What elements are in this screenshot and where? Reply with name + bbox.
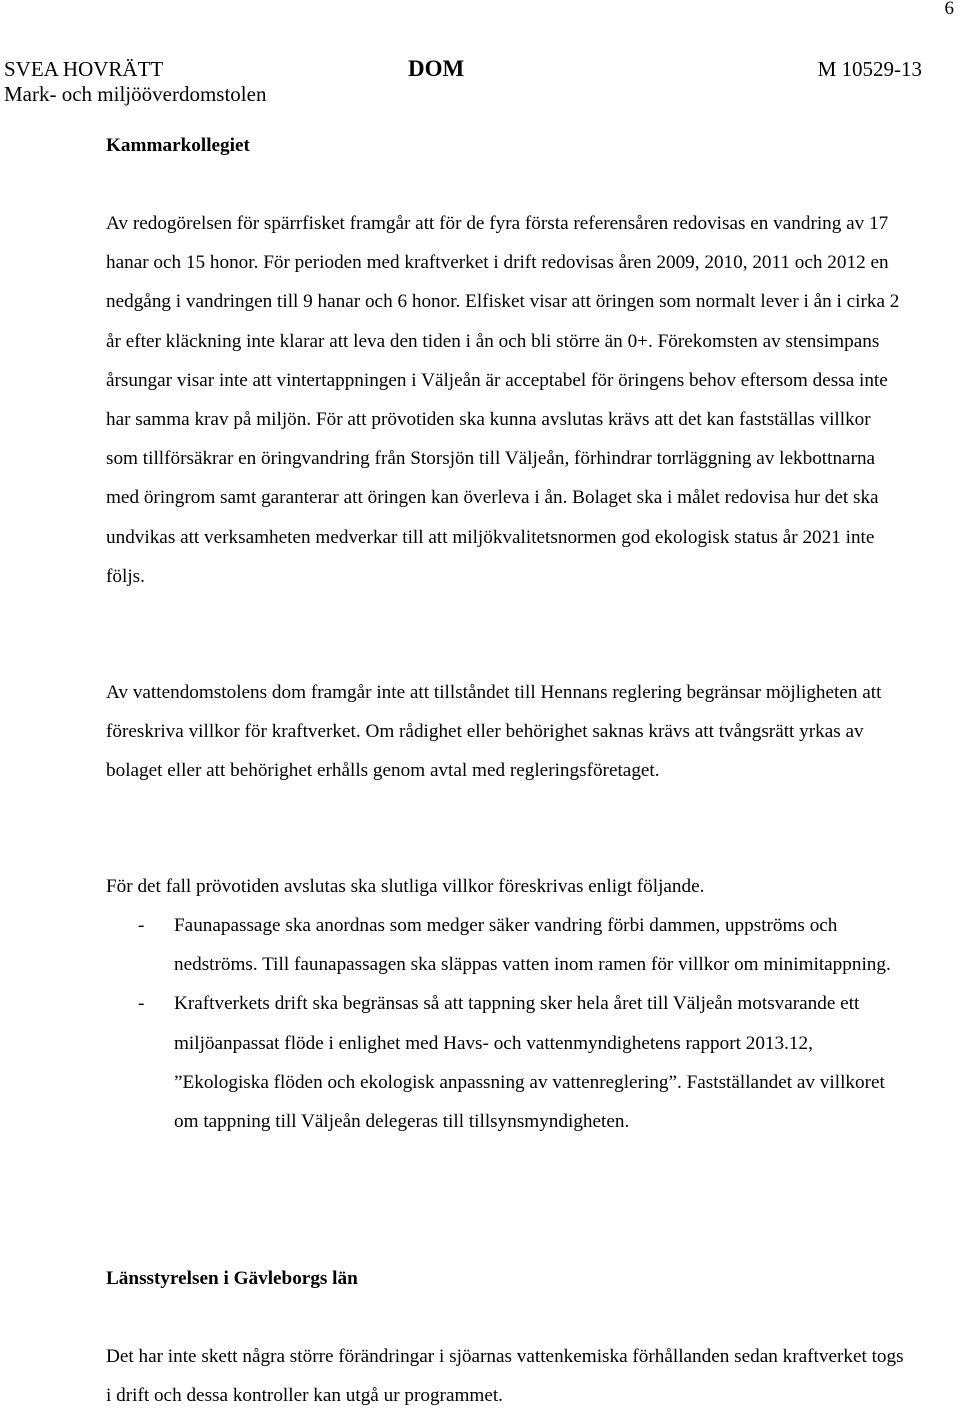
list-marker: - [138, 993, 145, 1015]
paragraph-2 [106, 673, 906, 791]
paragraph-4 [106, 1337, 906, 1415]
page-number: 6 [944, 0, 954, 19]
court-name: SVEA HOVRÄTT [4, 57, 164, 81]
section-heading-lansstyrelsen: Länsstyrelsen i Gävleborgs län [106, 1268, 358, 1289]
paragraph-text: För det fall prövotiden avslutas ska slutliga villkor föreskrivas enligt följande. [106, 876, 705, 897]
list-item-text: Faunapassage ska anordnas som medger säker vandring förbi dammen, uppströms och nedströms. Till faunapassagen ska släppas vatten inom ramen för villkor om minimitappning. [174, 915, 891, 976]
list-item [106, 984, 906, 1141]
list-item-text: Kraftverkets drift ska begränsas så att tappning sker hela året till Väljeån motsvarande ett miljöanpassat flöde i enlighet med Havs- och vattenmyndighetens rapport 2013.12, ”Ekologiska flöden och ekologisk anpassning av vattenreglering”. Fastställandet av villkoret om tappning till Väljeån delegeras till tillsynsmyndigheten. [174, 993, 885, 1133]
paragraph-1 [106, 204, 906, 596]
list-item [106, 906, 906, 984]
paragraph-3 [106, 867, 906, 906]
list-marker: - [138, 915, 145, 936]
paragraph-text: Det har inte skett några större förändringar i sjöarnas vattenkemiska förhållanden sedan kraftverket togs i drift och dessa kontroller kan utgå ur programmet. [106, 1346, 904, 1407]
case-number: M 10529-13 [817, 57, 922, 81]
section-heading-kammarkollegiet: Kammarkollegiet [106, 135, 250, 156]
document-type: DOM [408, 56, 465, 81]
paragraph-text: Av vattendomstolens dom framgår inte att tillståndet till Hennans reglering begränsar möjligheten att föreskriva villkor för kraftverket. Om rådighet eller behörighet saknas krävs att tvångsrätt yrkas av bolaget eller att behörighet erhålls genom avtal med regleringsföretaget. [106, 682, 882, 782]
paragraph-text: Av redogörelsen för spärrfisket framgår att för de fyra första referensåren redovisas en vandring av 17 hanar och 15 honor. För perioden med kraftverket i drift redovisas åren 2009, 2010, 2011 och 2012 en nedgång i vandringen till 9 hanar och 6 honor. Elfisket visar att öringen som normalt lever i ån i cirka 2 år efter kläckning inte klarar att leva den tiden i ån och bli större än 0+. Förekomsten av stensimpans årsungar visar inte att vintertappningen i Väljeån är acceptabel för öringens behov eftersom dessa inte har samma krav på miljön. För att prövotiden ska kunna avslutas krävs att det kan fastställas villkor som tillförsäkrar en öringvandring från Storsjön till Väljeån, förhindrar torrläggning av lekbottnarna med öringrom samt garanterar att öringen kan överleva i ån. Bolaget ska i målet redovisa hur det ska undvikas att verksamheten medverkar till att miljökvalitetsnormen god ekologisk status år 2021 inte följs. [106, 213, 900, 587]
conditions-list [106, 906, 906, 1141]
court-department: Mark- och miljööverdomstolen [4, 82, 267, 106]
